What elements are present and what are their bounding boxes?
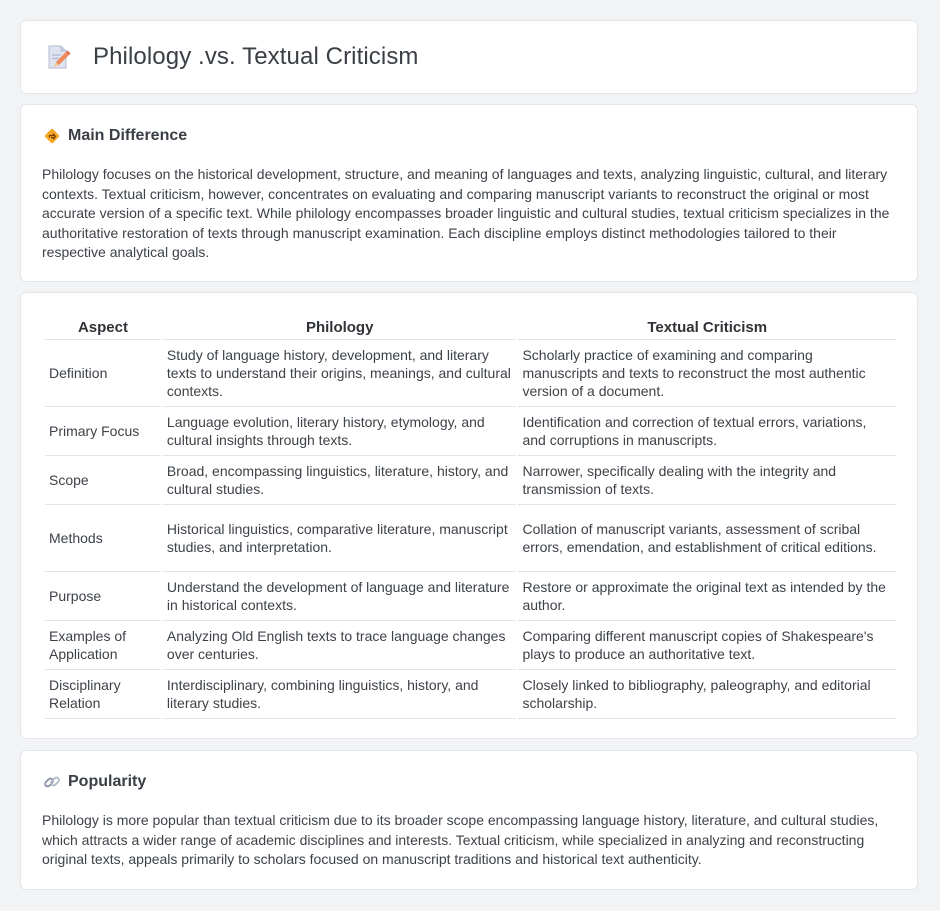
popularity-heading xyxy=(43,773,146,791)
cell-philology: Interdisciplinary, combining linguistics, history, and literary studies. xyxy=(163,670,517,719)
cell-philology: Understand the development of language and literature in historical contexts. xyxy=(163,572,517,621)
table-header-row xyxy=(45,315,896,340)
cell-textual-criticism: Narrower, specifically dealing with the integrity and transmission of texts. xyxy=(518,456,896,505)
main-difference-heading xyxy=(43,127,187,145)
main-difference-title: Main Difference xyxy=(68,127,188,144)
table-row xyxy=(45,340,896,407)
cell-aspect: Primary Focus xyxy=(45,407,161,456)
title-card xyxy=(20,20,918,94)
title-row xyxy=(45,43,419,71)
cell-textual-criticism: Comparing different manuscript copies of Shakespeare's plays to produce an authoritative text. xyxy=(518,621,896,670)
page-title: Philology .vs. Textual Criticism xyxy=(93,43,419,70)
main-difference-text: Philology focuses on the historical development, structure, and meaning of languages and texts, analyzing linguistic, cultural, and literary contexts. Textual criticism, however, concentrates on evaluating and comparing manuscript variants to reconstruct the original or most accurate version of a specific text. While philology encompasses broader linguistic and cultural studies, textual criticism specializes in the authoritative restoration of texts through manuscript examination. Each discipline employs distinct methodologies tailored to their respective analytical goals. xyxy=(42,166,890,261)
cell-aspect: Examples of Application xyxy=(45,621,161,670)
cell-philology: Study of language history, development, and literary texts to understand their origins, meanings, and cultural contexts. xyxy=(163,340,517,407)
cell-textual-criticism: Restore or approximate the original text as intended by the author. xyxy=(518,572,896,621)
cell-aspect: Definition xyxy=(45,340,161,407)
cell-textual-criticism: Identification and correction of textual errors, variations, and corruptions in manuscripts. xyxy=(518,407,896,456)
cell-aspect: Methods xyxy=(45,505,161,572)
document-pencil-icon xyxy=(45,43,71,71)
cell-philology: Analyzing Old English texts to trace language changes over centuries. xyxy=(163,621,517,670)
diamond-signpost-icon xyxy=(43,127,61,145)
main-difference-card xyxy=(20,104,918,282)
popularity-text: Philology is more popular than textual criticism due to its broader scope encompassing language history, literature, and cultural studies, which attracts a wider range of academic disciplines and interests. Textual criticism, while specialized in analyzing and reconstructing original texts, appeals primarily to scholars focused on manuscript traditions and historical text authenticity. xyxy=(42,812,879,868)
cell-philology: Language evolution, literary history, etymology, and cultural insights through texts. xyxy=(163,407,517,456)
table-row xyxy=(45,407,896,456)
cell-textual-criticism: Closely linked to bibliography, paleography, and editorial scholarship. xyxy=(518,670,896,719)
cell-aspect: Purpose xyxy=(45,572,161,621)
link-icon xyxy=(43,773,61,791)
table-row xyxy=(45,456,896,505)
comparison-table xyxy=(43,315,898,719)
popularity-title: Popularity xyxy=(68,773,147,790)
table-row xyxy=(45,572,896,621)
cell-philology: Broad, encompassing linguistics, literature, history, and cultural studies. xyxy=(163,456,517,505)
column-header-aspect: Aspect xyxy=(45,315,161,340)
column-header-textual-criticism: Textual Criticism xyxy=(518,315,896,340)
cell-textual-criticism: Scholarly practice of examining and comparing manuscripts and texts to reconstruct the most authentic version of a document. xyxy=(518,340,896,407)
table-row xyxy=(45,670,896,719)
cell-textual-criticism: Collation of manuscript variants, assessment of scribal errors, emendation, and establishment of critical editions. xyxy=(518,505,896,572)
comparison-card xyxy=(20,292,918,739)
cell-aspect: Disciplinary Relation xyxy=(45,670,161,719)
cell-philology: Historical linguistics, comparative literature, manuscript studies, and interpretation. xyxy=(163,505,517,572)
column-header-philology: Philology xyxy=(163,315,517,340)
popularity-card xyxy=(20,750,918,890)
cell-aspect: Scope xyxy=(45,456,161,505)
table-row xyxy=(45,621,896,670)
table-row xyxy=(45,505,896,572)
